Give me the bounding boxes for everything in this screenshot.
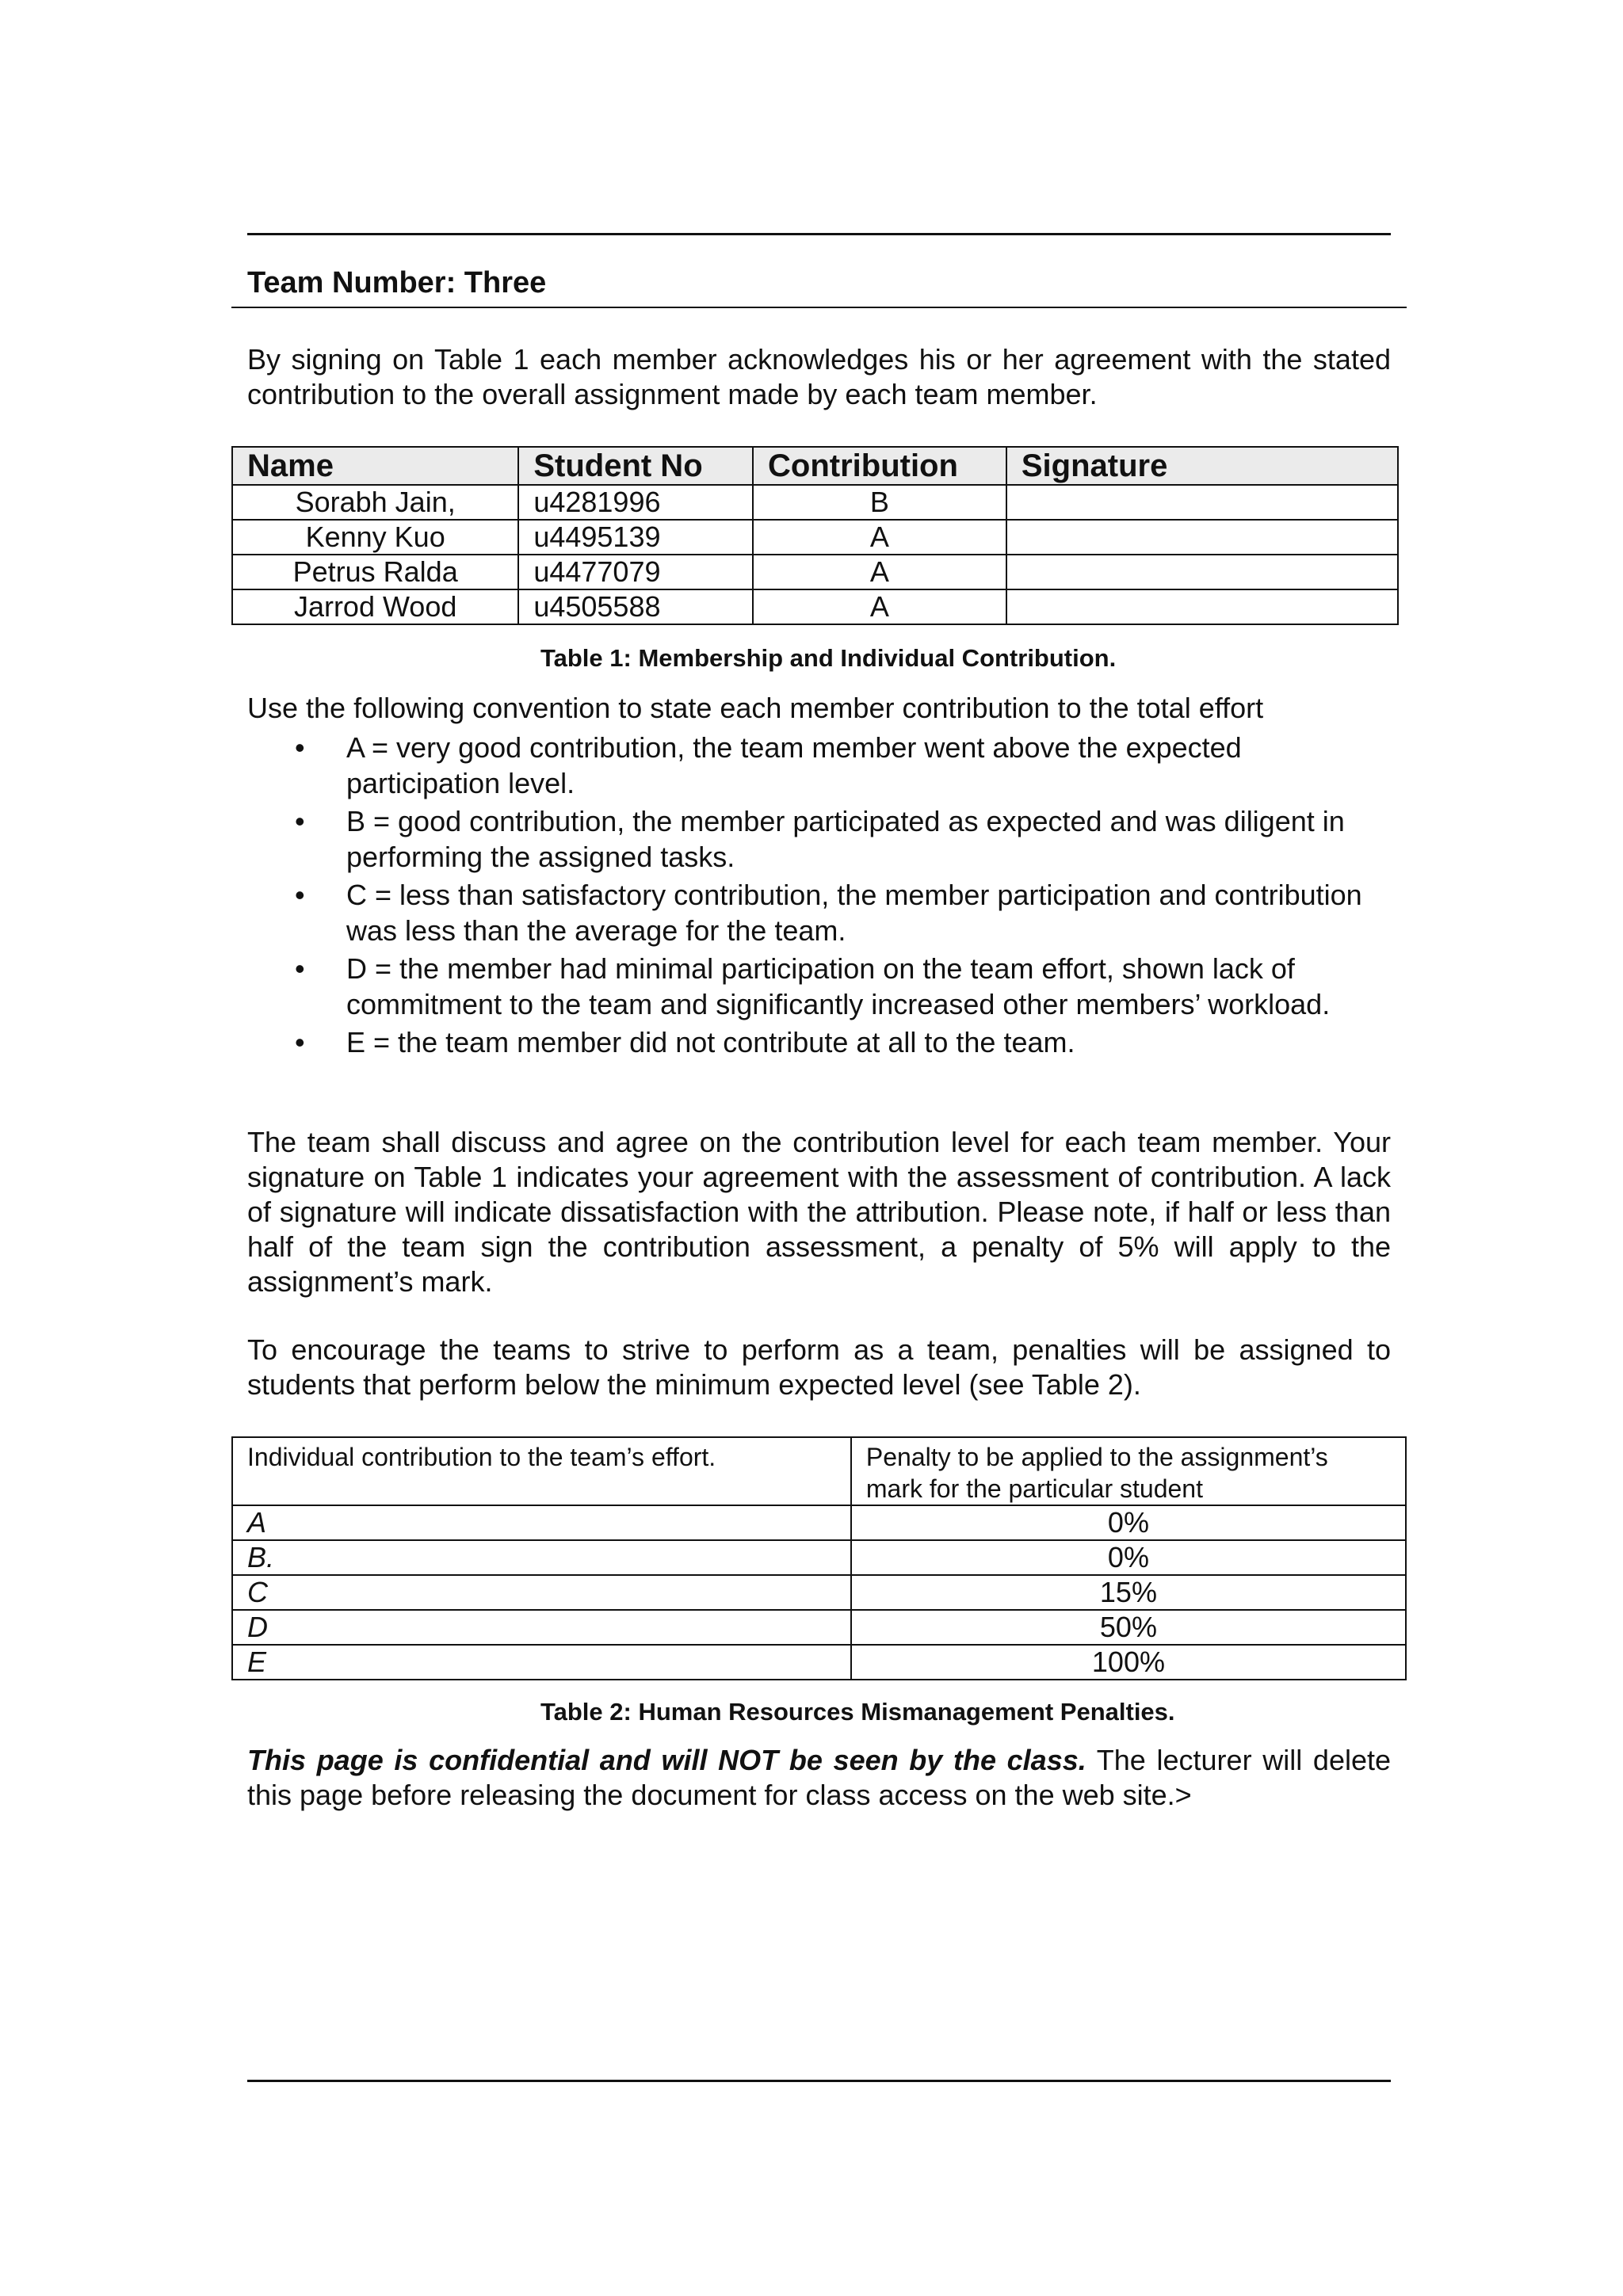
list-item	[247, 803, 1391, 875]
header-student-no: Student No	[518, 447, 753, 485]
signature-cell	[1006, 485, 1398, 520]
header-name: Name	[232, 447, 518, 485]
table-row	[232, 1575, 1406, 1610]
table-row	[232, 520, 1398, 555]
penalty-cell: 0%	[851, 1540, 1406, 1575]
list-item-text: C = less than satisfactory contribution, the member participation and contribution was less than the average for the team.	[346, 879, 1362, 947]
grade-cell: C	[232, 1575, 851, 1610]
member-name: Kenny Kuo	[232, 520, 518, 555]
signature-cell	[1006, 555, 1398, 589]
grade-cell: B.	[232, 1540, 851, 1575]
confidential-emphasis: This page is confidential and will NOT be seen by the class.	[247, 1744, 1086, 1776]
list-item-text: D = the member had minimal participation on the team effort, shown lack of commitment to the team and significantly increased other members’ workload.	[346, 952, 1331, 1020]
signature-paragraph: The team shall discuss and agree on the contribution level for each team member. Your signature on Table 1 indicates your agreement with the assessment of contribution. A lack of signature will indicate dissatisfaction with the attribution. Please note, if half or less than half of the team sign the contribution assessment, a penalty of 5% will apply to the assignment’s mark.	[247, 1126, 1391, 1298]
signature-cell	[1006, 520, 1398, 555]
member-name: Petrus Ralda	[232, 555, 518, 589]
bullet: •	[295, 952, 305, 985]
list-item-text: B = good contribution, the member participated as expected and was diligent in performing the assigned tasks.	[346, 805, 1345, 873]
grade-cell: D	[232, 1610, 851, 1645]
contribution-grade: B	[753, 485, 1006, 520]
encourage-paragraph: To encourage the teams to strive to perform as a team, penalties will be assigned to students that perform below the minimum expected level (see Table 2).	[247, 1333, 1391, 1401]
table-header-row	[232, 447, 1398, 485]
bullet: •	[295, 731, 305, 764]
intro-paragraph: By signing on Table 1 each member acknowledges his or her agreement with the stated contribution to the overall assignment made by each team member.	[247, 343, 1391, 410]
student-no: u4505588	[518, 589, 753, 624]
list-item-text: A = very good contribution, the team member went above the expected participation level.	[346, 731, 1242, 799]
penalty-table	[231, 1436, 1407, 1680]
header-signature: Signature	[1006, 447, 1398, 485]
membership-table	[231, 446, 1399, 625]
team-number-heading: Team Number: Three	[247, 266, 547, 299]
convention-lead: Use the following convention to state each member contribution to the total effort	[247, 692, 1264, 724]
penalty-cell: 100%	[851, 1645, 1406, 1680]
member-name: Sorabh Jain,	[232, 485, 518, 520]
grade-cell: E	[232, 1645, 851, 1680]
grade-cell: A	[232, 1505, 851, 1540]
bullet: •	[295, 805, 305, 837]
contribution-grade: A	[753, 520, 1006, 555]
list-item	[247, 951, 1391, 1022]
convention-list	[247, 730, 1391, 1062]
contribution-grade: A	[753, 589, 1006, 624]
table-row	[232, 1505, 1406, 1540]
table-header-row	[232, 1437, 1406, 1505]
penalty-cell: 15%	[851, 1575, 1406, 1610]
header-penalty: Penalty to be applied to the assignment’s mark for the particular student	[851, 1437, 1406, 1505]
signature-cell	[1006, 589, 1398, 624]
table-row	[232, 485, 1398, 520]
list-item	[247, 877, 1391, 948]
table1-caption: Table 1: Membership and Individual Contribution.	[540, 644, 1117, 672]
table-row	[232, 555, 1398, 589]
penalty-cell: 0%	[851, 1505, 1406, 1540]
table2-caption: Table 2: Human Resources Mismanagement Penalties.	[540, 1698, 1175, 1726]
list-item	[247, 1024, 1391, 1060]
bullet: •	[295, 879, 305, 911]
confidential-rest: The lecturer will delete this page before releasing the document for class access on the web site.>	[247, 1744, 1392, 1811]
table-row	[232, 589, 1398, 624]
student-no: u4477079	[518, 555, 753, 589]
list-item-text: E = the team member did not contribute at all to the team.	[346, 1026, 1075, 1058]
student-no: u4495139	[518, 520, 753, 555]
bullet: •	[295, 1026, 305, 1058]
top-rule	[247, 233, 1391, 235]
confidential-note	[247, 1743, 1391, 1813]
header-contribution: Individual contribution to the team’s effort.	[232, 1437, 851, 1505]
header-contribution: Contribution	[753, 447, 1006, 485]
table-row	[232, 1645, 1406, 1680]
list-item	[247, 730, 1391, 801]
table-row	[232, 1540, 1406, 1575]
student-no: u4281996	[518, 485, 753, 520]
heading-underline	[231, 307, 1407, 308]
contribution-grade: A	[753, 555, 1006, 589]
table-row	[232, 1610, 1406, 1645]
member-name: Jarrod Wood	[232, 589, 518, 624]
penalty-cell: 50%	[851, 1610, 1406, 1645]
bottom-rule	[247, 2080, 1391, 2082]
